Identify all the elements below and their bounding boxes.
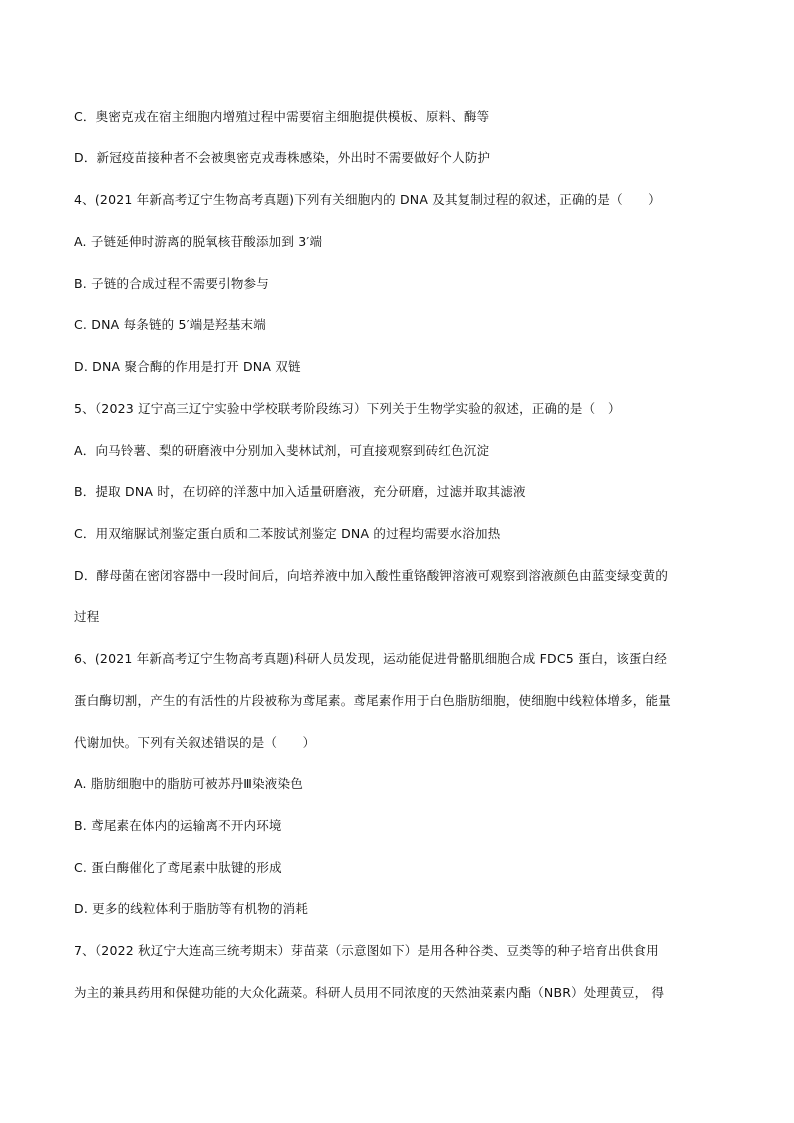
question-7-stem-line2: 为主的兼具药用和保健功能的大众化蔬菜。科研人员用不同浓度的天然油菜素内酯（NBR）处理黄豆， 得 <box>74 985 665 1000</box>
question-5-stem: 5、（2023 辽宁高三辽宁实验中学校联考阶段练习）下列关于生物学实验的叙述，正确的是（ ） <box>74 401 621 416</box>
option-6b: B. 鸢尾素在体内的运输离不开内环境 <box>74 818 282 833</box>
option-5b: B．提取 DNA 时，在切碎的洋葱中加入适量研磨液，充分研磨，过滤并取其滤液 <box>74 484 526 499</box>
option-4c: C. DNA 每条链的 5′端是羟基末端 <box>74 317 266 332</box>
question-6-stem-line3: 代谢加快。下列有关叙述错误的是（ ） <box>74 735 316 750</box>
option-4a: A. 子链延伸时游离的脱氧核苷酸添加到 3′端 <box>74 234 323 249</box>
question-4-stem: 4、(2021 年新高考辽宁生物高考真题)下列有关细胞内的 DNA 及其复制过程的叙述，正确的是（ ） <box>74 192 661 207</box>
option-5d-continued: 过程 <box>74 609 100 624</box>
question-7-stem-line1: 7、（2022 秋辽宁大连高三统考期末）芽苗菜（示意图如下）是用各种谷类、豆类等的种子培育出供食用 <box>74 943 659 958</box>
option-5d: D．酵母菌在密闭容器中一段时间后，向培养液中加入酸性重铬酸钾溶液可观察到溶液颜色由蓝变绿变黄的 <box>74 568 669 583</box>
option-4d: D. DNA 聚合酶的作用是打开 DNA 双链 <box>74 359 301 374</box>
option-6a: A. 脂肪细胞中的脂肪可被苏丹Ⅲ染液染色 <box>74 776 303 791</box>
option-5c: C．用双缩脲试剂鉴定蛋白质和二苯胺试剂鉴定 DNA 的过程均需要水浴加热 <box>74 526 501 541</box>
option-3c: C．奥密克戎在宿主细胞内增殖过程中需要宿主细胞提供模板、原料、酶等 <box>74 109 490 124</box>
option-3d: D．新冠疫苗接种者不会被奥密克戎毒株感染，外出时不需要做好个人防护 <box>74 150 491 165</box>
option-6d: D. 更多的线粒体利于脂肪等有机物的消耗 <box>74 901 309 916</box>
question-6-stem-line2: 蛋白酶切割，产生的有活性的片段被称为鸢尾素。鸢尾素作用于白色脂肪细胞，使细胞中线粒体增多，能量 <box>74 693 671 708</box>
option-4b: B. 子链的合成过程不需要引物参与 <box>74 276 269 291</box>
question-6-stem-line1: 6、(2021 年新高考辽宁生物高考真题)科研人员发现，运动能促进骨骼肌细胞合成 FDC5 蛋白，该蛋白经 <box>74 651 668 666</box>
option-6c: C. 蛋白酶催化了鸢尾素中肽键的形成 <box>74 860 282 875</box>
option-5a: A．向马铃薯、梨的研磨液中分别加入斐林试剂，可直接观察到砖红色沉淀 <box>74 443 490 458</box>
